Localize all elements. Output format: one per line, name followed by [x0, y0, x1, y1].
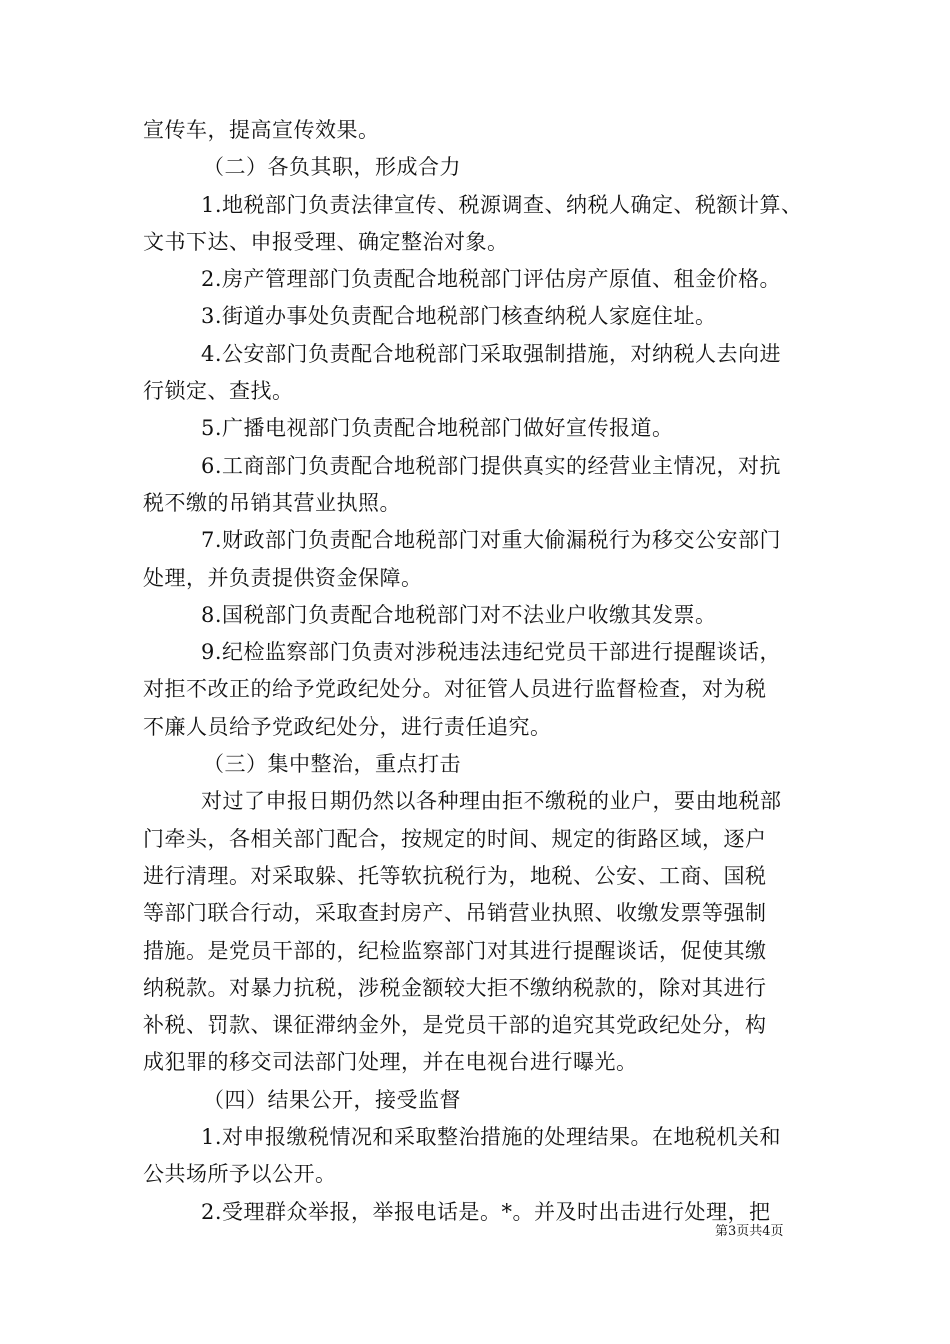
page-number-footer: 第3页共4页 [715, 1224, 784, 1239]
text-line: 2.受理群众举报，举报电话是。*。并及时出击进行处理，把 [201, 1199, 771, 1224]
text-line: 公共场所予以公开。 [143, 1162, 337, 1187]
text-line: 5.广播电视部门负责配合地税部门做好宣传报道。 [201, 416, 674, 441]
text-line: 不廉人员给予党政纪处分，进行责任追究。 [143, 714, 552, 739]
text-line: 宣传车，提高宣传效果。 [143, 118, 380, 142]
text-line: 文书下达、申报受理、确定整治对象。 [143, 229, 509, 254]
text-line: 措施。是党员干部的，纪检监察部门对其进行提醒谈话，促使其缴 [143, 938, 767, 963]
section-heading: （三）集中整治，重点打击 [203, 752, 461, 777]
text-line: 税不缴的吊销其营业执照。 [143, 490, 401, 515]
document-body [143, 112, 813, 1231]
text-line: 进行清理。对采取躲、托等软抗税行为，地税、公安、工商、国税 [143, 863, 767, 888]
text-line: 对拒不改正的给予党政纪处分。对征管人员进行监督检查，对为税 [143, 677, 767, 702]
text-line: 对过了申报日期仍然以各种理由拒不缴税的业户，要由地税部 [201, 789, 782, 814]
text-line: 1.对申报缴税情况和采取整治措施的处理结果。在地税机关和 [201, 1125, 782, 1150]
text-line: 8.国税部门负责配合地税部门对不法业户收缴其发票。 [201, 602, 717, 627]
text-line: 9.纪检监察部门负责对涉税违法违纪党员干部进行提醒谈话， [201, 640, 782, 665]
text-line: 4.公安部门负责配合地税部门采取强制措施，对纳税人去向进 [201, 341, 782, 366]
text-line: 6.工商部门负责配合地税部门提供真实的经营业主情况，对抗 [201, 453, 782, 478]
section-heading: （四）结果公开，接受监督 [203, 1087, 461, 1112]
text-line: 补税、罚款、课征滞纳金外，是党员干部的追究其党政纪处分，构 [143, 1013, 767, 1038]
text-line: 等部门联合行动，采取查封房产、吊销营业执照、收缴发票等强制 [143, 901, 767, 926]
text-line: 7.财政部门负责配合地税部门对重大偷漏税行为移交公安部门 [201, 528, 782, 553]
text-line: 3.街道办事处负责配合地税部门核查纳税人家庭住址。 [201, 304, 717, 329]
text-line: 1.地税部门负责法律宣传、税源调查、纳税人确定、税额计算、 [201, 192, 803, 217]
text-line: 纳税款。对暴力抗税，涉税金额较大拒不缴纳税款的，除对其进行 [143, 975, 767, 1000]
section-heading: （二）各负其职，形成合力 [203, 155, 461, 180]
text-line: 成犯罪的移交司法部门处理，并在电视台进行曝光。 [143, 1050, 638, 1075]
text-line: 行锁定、查找。 [143, 379, 294, 404]
text-line: 门牵头，各相关部门配合，按规定的时间、规定的街路区域，逐户 [143, 826, 767, 851]
text-line: 处理，并负责提供资金保障。 [143, 565, 423, 590]
text-line: 2.房产管理部门负责配合地税部门评估房产原值、租金价格。 [201, 267, 782, 292]
